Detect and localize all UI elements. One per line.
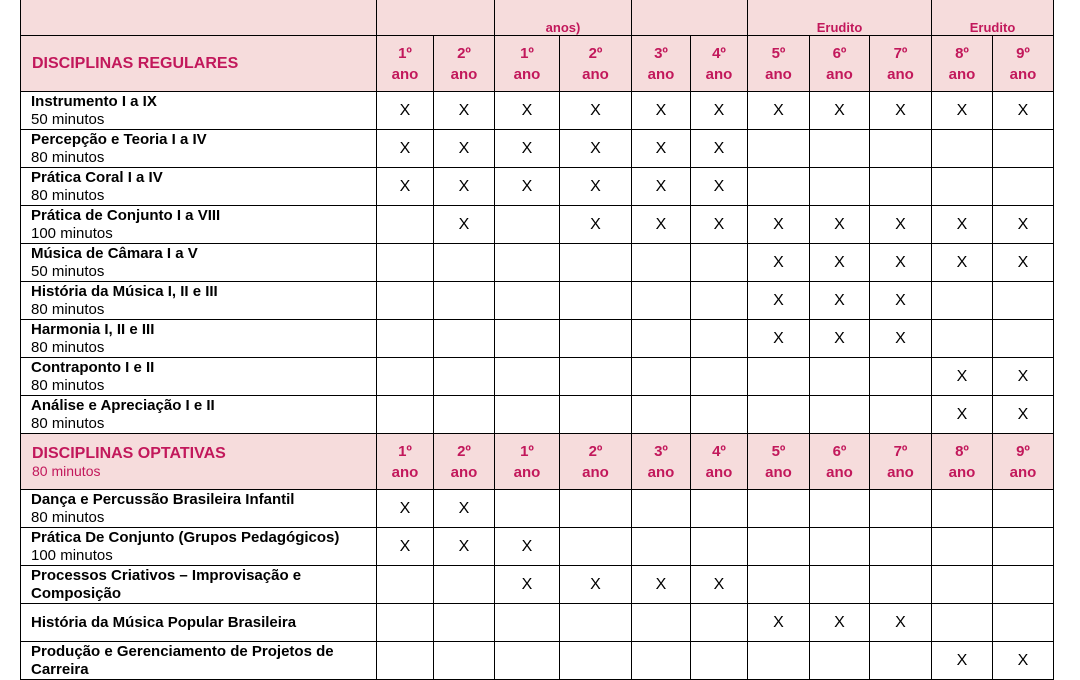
year-number: 2º bbox=[457, 44, 471, 62]
year-mark-cell bbox=[993, 130, 1054, 168]
year-mark-cell: X bbox=[932, 358, 993, 396]
program-header-cell bbox=[632, 0, 748, 36]
year-mark-cell: X bbox=[932, 244, 993, 282]
year-mark-cell: X bbox=[932, 396, 993, 434]
year-mark-cell: X bbox=[993, 206, 1054, 244]
year-mark-cell bbox=[932, 282, 993, 320]
year-mark-cell bbox=[932, 528, 993, 566]
subject-name: Dança e Percussão Brasileira Infantil bbox=[31, 490, 295, 508]
year-word: ano bbox=[450, 65, 478, 83]
year-mark-cell bbox=[434, 604, 495, 642]
section-header-row bbox=[21, 434, 1054, 490]
year-mark-cell bbox=[993, 490, 1054, 528]
year-mark-cell: X bbox=[495, 130, 560, 168]
year-mark-cell: X bbox=[434, 528, 495, 566]
year-mark-cell: X bbox=[932, 206, 993, 244]
subject-name: Instrumento I a IX bbox=[31, 92, 157, 110]
year-number: 3º bbox=[654, 44, 668, 62]
year-header-cell bbox=[932, 36, 993, 92]
year-header-cell bbox=[993, 36, 1054, 92]
year-mark-cell bbox=[495, 396, 560, 434]
year-mark-cell bbox=[993, 320, 1054, 358]
year-mark-cell: X bbox=[434, 168, 495, 206]
year-mark-cell: X bbox=[377, 490, 434, 528]
year-word: ano bbox=[948, 463, 976, 481]
subject-duration: 50 minutos bbox=[31, 110, 105, 128]
year-mark-cell: X bbox=[560, 130, 632, 168]
year-word: ano bbox=[450, 463, 478, 481]
year-mark-cell bbox=[748, 528, 810, 566]
year-mark-cell bbox=[434, 244, 495, 282]
year-number: 4º bbox=[712, 442, 726, 460]
year-mark-cell bbox=[632, 282, 691, 320]
year-mark-cell bbox=[691, 528, 748, 566]
year-mark-cell bbox=[810, 490, 870, 528]
year-number: 9º bbox=[1016, 44, 1030, 62]
year-mark-cell: X bbox=[870, 604, 932, 642]
year-mark-cell: X bbox=[870, 320, 932, 358]
year-mark-cell bbox=[748, 358, 810, 396]
year-number: 1º bbox=[398, 442, 412, 460]
subject-cell bbox=[21, 282, 377, 320]
year-word: ano bbox=[1009, 65, 1037, 83]
section-title-cell bbox=[21, 434, 377, 490]
year-mark-cell: X bbox=[434, 130, 495, 168]
subject-row bbox=[21, 92, 1054, 130]
year-word: ano bbox=[647, 463, 675, 481]
year-mark-cell bbox=[377, 206, 434, 244]
year-mark-cell bbox=[810, 566, 870, 604]
year-mark-cell: X bbox=[495, 168, 560, 206]
program-header-cell bbox=[377, 0, 495, 36]
year-mark-cell bbox=[691, 396, 748, 434]
year-mark-cell: X bbox=[870, 282, 932, 320]
year-mark-cell: X bbox=[691, 130, 748, 168]
year-mark-cell bbox=[377, 604, 434, 642]
year-mark-cell: X bbox=[560, 566, 632, 604]
year-header-cell bbox=[560, 36, 632, 92]
section-title: DISCIPLINAS OPTATIVAS bbox=[32, 444, 226, 462]
subject-duration: 100 minutos bbox=[31, 546, 113, 564]
year-mark-cell bbox=[495, 642, 560, 680]
year-mark-cell: X bbox=[691, 206, 748, 244]
year-mark-cell bbox=[434, 320, 495, 358]
year-mark-cell: X bbox=[632, 92, 691, 130]
year-mark-cell: X bbox=[748, 206, 810, 244]
year-mark-cell bbox=[932, 490, 993, 528]
year-mark-cell bbox=[495, 206, 560, 244]
subject-row bbox=[21, 358, 1054, 396]
year-header-cell bbox=[632, 36, 691, 92]
year-mark-cell: X bbox=[993, 358, 1054, 396]
year-mark-cell: X bbox=[993, 396, 1054, 434]
year-mark-cell: X bbox=[748, 244, 810, 282]
program-header-cell: Erudito bbox=[748, 0, 932, 36]
subject-name: Música de Câmara I a V bbox=[31, 244, 198, 262]
year-header-cell bbox=[495, 36, 560, 92]
year-mark-cell bbox=[434, 566, 495, 604]
year-mark-cell bbox=[748, 642, 810, 680]
year-header-cell bbox=[495, 434, 560, 490]
subject-cell bbox=[21, 566, 377, 604]
year-mark-cell bbox=[870, 642, 932, 680]
year-mark-cell bbox=[560, 244, 632, 282]
year-mark-cell: X bbox=[993, 244, 1054, 282]
year-mark-cell: X bbox=[810, 244, 870, 282]
year-word: ano bbox=[887, 65, 914, 83]
year-mark-cell bbox=[377, 320, 434, 358]
year-word: ano bbox=[1009, 463, 1037, 481]
year-mark-cell bbox=[377, 566, 434, 604]
subject-duration: 80 minutos bbox=[31, 508, 105, 526]
year-mark-cell bbox=[691, 604, 748, 642]
year-word: ano bbox=[391, 65, 419, 83]
year-mark-cell: X bbox=[870, 206, 932, 244]
year-word: ano bbox=[582, 463, 609, 481]
year-mark-cell bbox=[993, 604, 1054, 642]
year-mark-cell bbox=[495, 244, 560, 282]
subject-name: Processos Criativos – Improvisação e Composição bbox=[31, 566, 302, 602]
subject-duration: 80 minutos bbox=[31, 186, 105, 204]
year-mark-cell bbox=[993, 168, 1054, 206]
year-mark-cell: X bbox=[632, 130, 691, 168]
year-mark-cell: X bbox=[495, 566, 560, 604]
year-mark-cell bbox=[377, 642, 434, 680]
year-mark-cell: X bbox=[932, 642, 993, 680]
year-mark-cell: X bbox=[632, 168, 691, 206]
year-word: ano bbox=[765, 65, 792, 83]
year-mark-cell bbox=[810, 130, 870, 168]
year-mark-cell bbox=[560, 320, 632, 358]
year-mark-cell bbox=[870, 528, 932, 566]
year-mark-cell bbox=[810, 358, 870, 396]
subject-duration: 80 minutos bbox=[31, 300, 105, 318]
year-word: ano bbox=[391, 463, 419, 481]
year-word: ano bbox=[826, 65, 853, 83]
subject-cell bbox=[21, 358, 377, 396]
year-number: 2º bbox=[588, 44, 603, 62]
subject-row bbox=[21, 490, 1054, 528]
year-mark-cell bbox=[632, 320, 691, 358]
section-header-row bbox=[21, 36, 1054, 92]
year-mark-cell bbox=[870, 168, 932, 206]
subject-name: Prática De Conjunto (Grupos Pedagógicos) bbox=[31, 528, 340, 546]
program-header-cell: Erudito bbox=[932, 0, 1054, 36]
year-word: ano bbox=[582, 65, 609, 83]
year-number: 2º bbox=[457, 442, 471, 460]
subject-name: Prática de Conjunto I a VIII bbox=[31, 206, 221, 224]
year-number: 8º bbox=[955, 442, 969, 460]
year-mark-cell bbox=[495, 358, 560, 396]
year-mark-cell: X bbox=[810, 320, 870, 358]
year-mark-cell bbox=[632, 642, 691, 680]
year-header-cell bbox=[810, 434, 870, 490]
year-header-cell bbox=[560, 434, 632, 490]
year-mark-cell bbox=[932, 604, 993, 642]
year-mark-cell bbox=[691, 244, 748, 282]
year-mark-cell: X bbox=[434, 92, 495, 130]
year-mark-cell: X bbox=[691, 92, 748, 130]
year-word: ano bbox=[705, 65, 733, 83]
subject-duration: 50 minutos bbox=[31, 262, 105, 280]
year-number: 7º bbox=[893, 442, 908, 460]
year-mark-cell: X bbox=[377, 168, 434, 206]
year-mark-cell bbox=[993, 282, 1054, 320]
year-mark-cell bbox=[495, 604, 560, 642]
year-mark-cell bbox=[870, 130, 932, 168]
year-mark-cell: X bbox=[377, 130, 434, 168]
year-header-cell bbox=[870, 36, 932, 92]
year-header-cell bbox=[434, 36, 495, 92]
year-mark-cell bbox=[495, 320, 560, 358]
year-mark-cell bbox=[932, 320, 993, 358]
year-number: 8º bbox=[955, 44, 969, 62]
subject-duration: 100 minutos bbox=[31, 224, 113, 242]
year-mark-cell: X bbox=[377, 528, 434, 566]
year-mark-cell: X bbox=[560, 168, 632, 206]
year-header-cell bbox=[932, 434, 993, 490]
year-header-cell bbox=[377, 36, 434, 92]
year-number: 6º bbox=[832, 442, 847, 460]
year-mark-cell bbox=[632, 396, 691, 434]
year-word: ano bbox=[705, 463, 733, 481]
year-mark-cell bbox=[691, 642, 748, 680]
program-header-row bbox=[21, 0, 1054, 36]
subject-cell bbox=[21, 206, 377, 244]
subject-name: Análise e Apreciação I e II bbox=[31, 396, 215, 414]
year-number: 7º bbox=[893, 44, 908, 62]
year-mark-cell bbox=[560, 604, 632, 642]
year-mark-cell bbox=[377, 244, 434, 282]
year-mark-cell: X bbox=[495, 92, 560, 130]
year-header-cell bbox=[748, 434, 810, 490]
subject-row bbox=[21, 566, 1054, 604]
year-mark-cell: X bbox=[993, 642, 1054, 680]
year-number: 3º bbox=[654, 442, 668, 460]
year-mark-cell: X bbox=[870, 92, 932, 130]
year-mark-cell: X bbox=[632, 206, 691, 244]
table-body bbox=[21, 0, 1054, 680]
subject-cell bbox=[21, 528, 377, 566]
year-mark-cell bbox=[691, 320, 748, 358]
year-mark-cell bbox=[993, 528, 1054, 566]
year-mark-cell bbox=[434, 396, 495, 434]
year-mark-cell bbox=[632, 490, 691, 528]
subject-duration: 80 minutos bbox=[31, 414, 105, 432]
year-mark-cell bbox=[632, 528, 691, 566]
program-header-cell: anos) bbox=[495, 0, 632, 36]
year-word: ano bbox=[647, 65, 675, 83]
year-mark-cell: X bbox=[560, 206, 632, 244]
year-mark-cell bbox=[691, 282, 748, 320]
year-mark-cell bbox=[632, 244, 691, 282]
year-mark-cell bbox=[560, 642, 632, 680]
year-mark-cell bbox=[748, 168, 810, 206]
subject-name: Harmonia I, II e III bbox=[31, 320, 155, 338]
subject-row bbox=[21, 244, 1054, 282]
subject-cell bbox=[21, 92, 377, 130]
curriculum-table bbox=[20, 0, 1054, 680]
year-mark-cell bbox=[932, 566, 993, 604]
subject-name: Contraponto I e II bbox=[31, 358, 155, 376]
subject-row bbox=[21, 168, 1054, 206]
year-mark-cell: X bbox=[748, 282, 810, 320]
year-mark-cell bbox=[560, 396, 632, 434]
year-mark-cell bbox=[810, 642, 870, 680]
program-header-cell bbox=[21, 0, 377, 36]
subject-row bbox=[21, 282, 1054, 320]
subject-row bbox=[21, 396, 1054, 434]
year-mark-cell bbox=[870, 490, 932, 528]
year-word: ano bbox=[948, 65, 976, 83]
subject-duration: 80 minutos bbox=[31, 338, 105, 356]
year-mark-cell bbox=[870, 396, 932, 434]
year-header-cell bbox=[632, 434, 691, 490]
year-header-cell bbox=[748, 36, 810, 92]
subject-cell bbox=[21, 604, 377, 642]
subject-row bbox=[21, 130, 1054, 168]
subject-name: História da Música Popular Brasileira bbox=[31, 613, 297, 631]
year-mark-cell bbox=[560, 490, 632, 528]
section-title: DISCIPLINAS REGULARES bbox=[32, 54, 239, 72]
year-header-cell bbox=[810, 36, 870, 92]
year-mark-cell bbox=[748, 566, 810, 604]
year-mark-cell: X bbox=[810, 282, 870, 320]
year-mark-cell bbox=[495, 282, 560, 320]
subject-cell bbox=[21, 130, 377, 168]
year-mark-cell bbox=[810, 396, 870, 434]
year-number: 1º bbox=[398, 44, 412, 62]
year-number: 9º bbox=[1016, 442, 1030, 460]
subject-cell bbox=[21, 396, 377, 434]
year-mark-cell bbox=[810, 168, 870, 206]
year-word: ano bbox=[513, 463, 541, 481]
year-mark-cell bbox=[932, 168, 993, 206]
subject-row bbox=[21, 320, 1054, 358]
year-mark-cell bbox=[870, 566, 932, 604]
subject-name: Percepção e Teoria I a IV bbox=[31, 130, 207, 148]
year-mark-cell: X bbox=[434, 490, 495, 528]
year-header-cell bbox=[993, 434, 1054, 490]
year-mark-cell: X bbox=[810, 92, 870, 130]
year-mark-cell: X bbox=[495, 528, 560, 566]
year-mark-cell bbox=[377, 396, 434, 434]
year-mark-cell: X bbox=[748, 92, 810, 130]
year-mark-cell bbox=[495, 490, 560, 528]
year-mark-cell bbox=[748, 490, 810, 528]
year-header-cell bbox=[691, 434, 748, 490]
year-word: ano bbox=[765, 463, 792, 481]
year-word: ano bbox=[513, 65, 541, 83]
year-word: ano bbox=[826, 463, 853, 481]
year-header-cell bbox=[691, 36, 748, 92]
year-number: 5º bbox=[771, 44, 786, 62]
year-mark-cell: X bbox=[691, 566, 748, 604]
year-mark-cell: X bbox=[748, 604, 810, 642]
year-mark-cell bbox=[810, 528, 870, 566]
year-word: ano bbox=[887, 463, 914, 481]
year-mark-cell bbox=[748, 130, 810, 168]
year-mark-cell bbox=[377, 358, 434, 396]
year-mark-cell bbox=[691, 490, 748, 528]
year-mark-cell bbox=[870, 358, 932, 396]
year-mark-cell: X bbox=[377, 92, 434, 130]
year-mark-cell: X bbox=[434, 206, 495, 244]
year-mark-cell bbox=[434, 358, 495, 396]
year-mark-cell bbox=[560, 528, 632, 566]
year-number: 1º bbox=[520, 442, 534, 460]
year-mark-cell: X bbox=[870, 244, 932, 282]
subject-row bbox=[21, 642, 1054, 680]
year-mark-cell bbox=[932, 130, 993, 168]
subject-row bbox=[21, 528, 1054, 566]
subject-row bbox=[21, 604, 1054, 642]
year-mark-cell: X bbox=[810, 604, 870, 642]
year-mark-cell bbox=[434, 642, 495, 680]
year-mark-cell bbox=[434, 282, 495, 320]
year-mark-cell: X bbox=[748, 320, 810, 358]
year-header-cell bbox=[377, 434, 434, 490]
subject-duration: 80 minutos bbox=[31, 376, 105, 394]
subject-cell bbox=[21, 490, 377, 528]
year-mark-cell bbox=[377, 282, 434, 320]
year-number: 1º bbox=[520, 44, 534, 62]
year-number: 4º bbox=[712, 44, 726, 62]
year-mark-cell bbox=[632, 604, 691, 642]
year-number: 6º bbox=[832, 44, 847, 62]
year-mark-cell bbox=[691, 358, 748, 396]
year-mark-cell: X bbox=[993, 92, 1054, 130]
section-title-cell bbox=[21, 36, 377, 92]
year-mark-cell bbox=[560, 358, 632, 396]
subject-name: Prática Coral I a IV bbox=[31, 168, 163, 186]
year-mark-cell: X bbox=[691, 168, 748, 206]
year-mark-cell bbox=[632, 358, 691, 396]
year-mark-cell bbox=[993, 566, 1054, 604]
subject-duration: 80 minutos bbox=[31, 148, 105, 166]
subject-cell bbox=[21, 320, 377, 358]
year-number: 5º bbox=[771, 442, 786, 460]
year-mark-cell: X bbox=[810, 206, 870, 244]
section-subtitle: 80 minutos bbox=[32, 462, 101, 479]
year-mark-cell: X bbox=[932, 92, 993, 130]
year-header-cell bbox=[870, 434, 932, 490]
subject-cell bbox=[21, 168, 377, 206]
subject-name: História da Música I, II e III bbox=[31, 282, 218, 300]
subject-cell bbox=[21, 244, 377, 282]
subject-name: Produção e Gerenciamento de Projetos de Carreira bbox=[31, 642, 334, 678]
year-mark-cell bbox=[560, 282, 632, 320]
year-number: 2º bbox=[588, 442, 603, 460]
year-header-cell bbox=[434, 434, 495, 490]
subject-row bbox=[21, 206, 1054, 244]
subject-cell bbox=[21, 642, 377, 680]
year-mark-cell bbox=[748, 396, 810, 434]
year-mark-cell: X bbox=[560, 92, 632, 130]
year-mark-cell: X bbox=[632, 566, 691, 604]
